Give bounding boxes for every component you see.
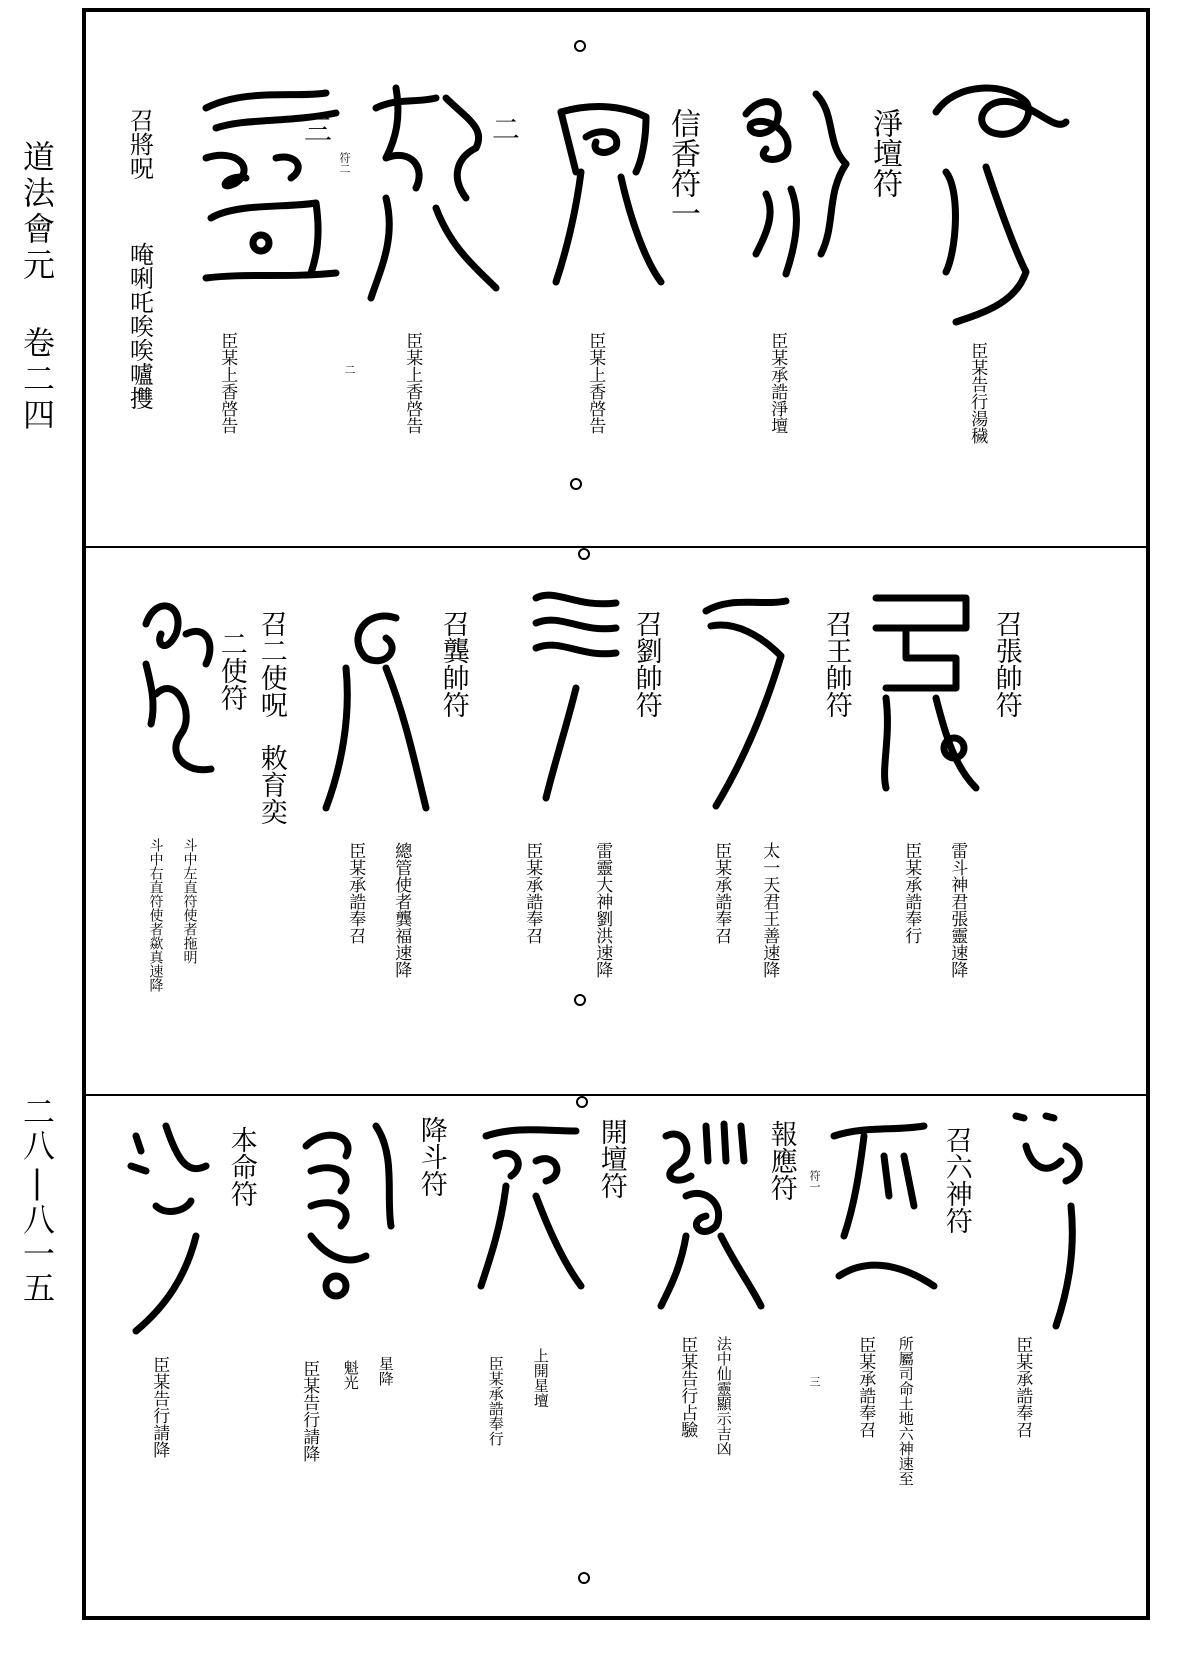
jingtan-invocation: 臣某告行湯穢 — [967, 342, 988, 444]
binding-hole — [578, 1572, 590, 1584]
binding-hole — [576, 1096, 588, 1108]
baoying-talisman-glyph — [646, 1116, 766, 1316]
binding-hole — [574, 994, 586, 1006]
liu-invocation-2: 臣某承誥奉召 — [522, 842, 543, 944]
gong-talisman-glyph — [316, 598, 436, 818]
jingtan-talisman-glyph — [916, 72, 1076, 332]
second-talisman-glyph — [356, 78, 506, 308]
liushen-invocation: 臣某承誥奉召 — [1012, 1336, 1033, 1438]
benming-fu-title: 本命符 — [225, 1126, 257, 1207]
third-talisman-glyph — [186, 78, 356, 298]
book-title: 道法會元 卷二四 — [18, 140, 56, 434]
jingtan-second-glyph — [726, 84, 866, 284]
gong-invocation-1: 總管使者龔福速降 — [391, 842, 412, 978]
page-number: 二八|八一五 — [18, 1095, 56, 1305]
binding-hole — [578, 548, 590, 560]
ershi-talisman-glyph — [126, 584, 226, 784]
liu-invocation-1: 雷靈大神劉洪速降 — [592, 842, 613, 978]
ershi-invocation-1: 斗中左直符使者拖明 — [181, 838, 198, 964]
page-frame — [82, 8, 1150, 1620]
zhaojiang-zhou-title: 召將呪 — [125, 108, 154, 180]
binding-hole — [570, 478, 582, 490]
jiangdou-talisman-glyph — [286, 1116, 406, 1316]
ershi-fu-title: 二使符 — [215, 630, 247, 711]
liu-talisman-glyph — [516, 588, 636, 808]
wang-talisman-glyph — [686, 596, 806, 816]
jiangdou-invocation-2: 魁光 — [341, 1360, 360, 1390]
zhaojiang-chant: 唵唎吒唉唉嚧㩳 — [125, 242, 154, 410]
benming-talisman-glyph — [116, 1116, 226, 1336]
jiangdou-invocation-3: 臣某告行請降 — [299, 1360, 320, 1462]
benming-invocation: 臣某告行請降 — [149, 1356, 170, 1458]
ershi-invocation-2: 斗中右直符使者歘真速降 — [147, 838, 164, 992]
number-three: 三 — [304, 113, 333, 146]
panel-bottom — [86, 1096, 1146, 1616]
panel-middle — [86, 548, 1146, 1096]
liushen-talisman-glyph — [824, 1116, 944, 1316]
baoying-fu-title: 報應符 — [765, 1120, 797, 1201]
wang-invocation-2: 臣某承誥奉召 — [711, 842, 732, 944]
kaitan-invocation-2: 臣某承誥奉行 — [486, 1356, 505, 1446]
zhang-invocation-2: 臣某承誥奉行 — [901, 842, 922, 944]
number-two: 二 — [492, 113, 521, 146]
label-te-b: 二 — [343, 364, 356, 375]
ershi-zhou-title: 召二使呪 — [255, 610, 287, 718]
label-te-a: 符二 — [338, 152, 351, 174]
zhang-shuai-fu-title: 召張帥符 — [990, 610, 1022, 718]
panel-top — [86, 12, 1146, 548]
jiangdou-fu-title: 降斗符 — [415, 1116, 447, 1197]
baoying-invocation-2: 臣某告行占驗 — [677, 1336, 698, 1438]
jingtan2-invocation: 臣某承誥淨壇 — [767, 332, 788, 434]
label-te: 符一 — [808, 1170, 821, 1192]
xinxiang2-invocation: 臣某上香啓告 — [402, 332, 423, 434]
liushen2-invocation-2: 臣某承誥奉召 — [855, 1336, 876, 1438]
jingtan-fu-title: 淨壇符 — [867, 108, 902, 198]
ershi-chant: 敕育奕 — [255, 744, 287, 825]
liushen-second-glyph — [1006, 1106, 1096, 1336]
label-three: 三 — [808, 1376, 821, 1387]
xinxiang-fu-title: 信香符一 — [665, 108, 700, 228]
xinxiang-talisman-glyph — [546, 92, 666, 292]
kaitan-talisman-glyph — [466, 1116, 586, 1296]
liu-shuai-fu-title: 召劉帥符 — [630, 610, 662, 718]
kaitan-invocation-1: 上開星壇 — [531, 1348, 550, 1408]
gong-invocation-2: 臣某承誥奉召 — [345, 842, 366, 944]
wang-invocation-1: 太一天君王善速降 — [759, 842, 780, 978]
zhang-invocation-1: 雷斗神君張靈速降 — [947, 842, 968, 978]
liushen-fu-title: 召六神符 — [940, 1126, 972, 1234]
xinxiang3-invocation: 臣某上香啓告 — [217, 332, 238, 434]
zhang-talisman-glyph — [866, 588, 986, 808]
baoying-invocation-1: 法中仙靈顯示吉凶 — [714, 1336, 733, 1456]
wang-shuai-fu-title: 召王帥符 — [820, 610, 852, 718]
xinxiang-invocation: 臣某上香啓告 — [585, 332, 606, 434]
jiangdou-invocation-1: 星降 — [376, 1356, 395, 1386]
kaitan-fu-title: 開壇符 — [595, 1118, 627, 1199]
liushen2-invocation-1: 所屬司命土地六神速至 — [896, 1336, 915, 1486]
binding-hole — [574, 40, 586, 52]
gong-shuai-fu-title: 召龔帥符 — [437, 610, 469, 718]
